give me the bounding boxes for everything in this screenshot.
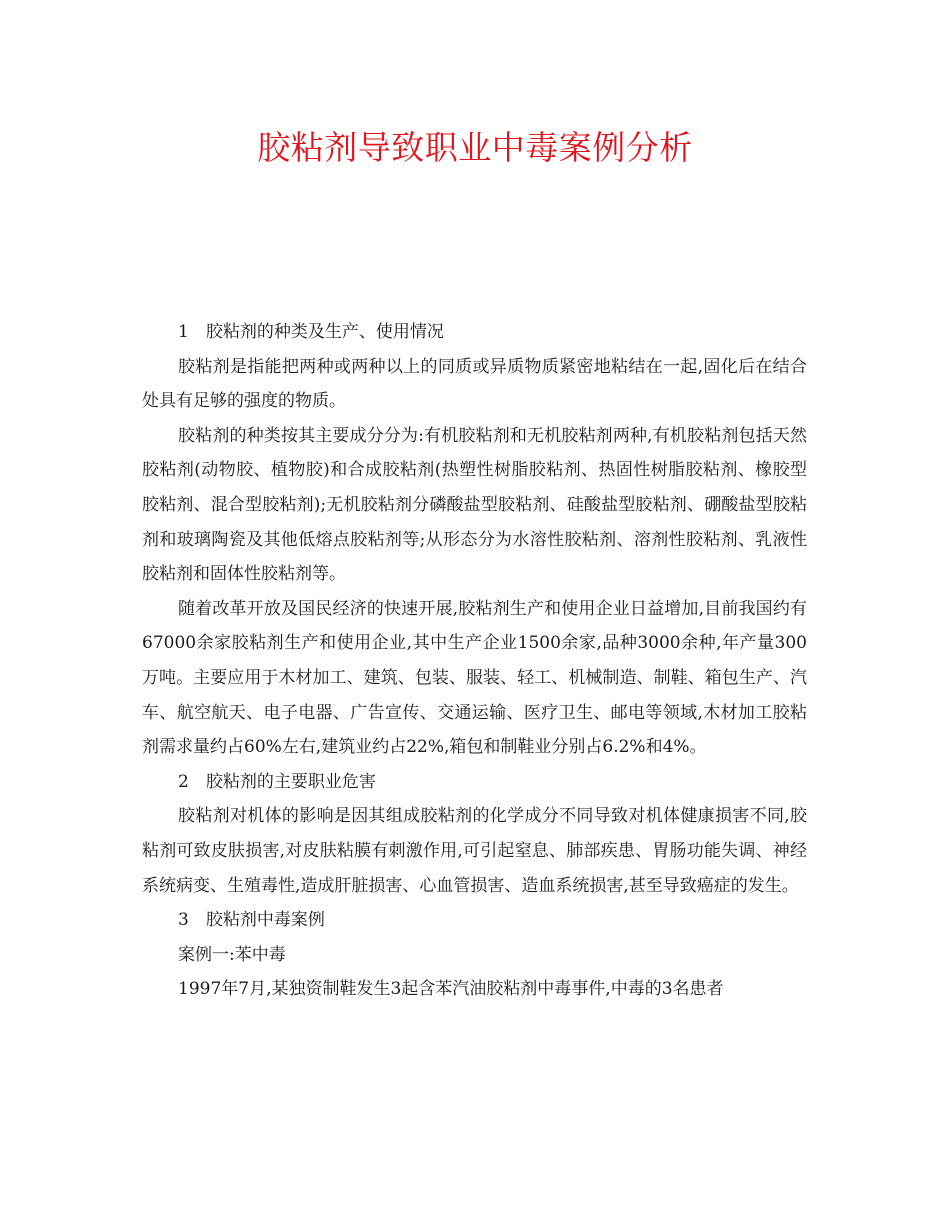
paragraph-definition: 胶粘剂是指能把两种或两种以上的同质或异质物质紧密地粘结在一起,固化后在结合处具有足够的强度的物质。: [142, 356, 807, 412]
section-heading-1: 1 胶粘剂的种类及生产、使用情况: [178, 322, 444, 342]
paragraph-industry: 随着改革开放及国民经济的快速开展,胶粘剂生产和使用企业日益增加,目前我国约有67000余家胶粘剂生产和使用企业,其中生产企业1500余家,品种3000余种,年产量300万吨。主要应用于木材加工、建筑、包装、服装、轻工、机械制造、制鞋、箱包生产、汽车、航空航天、电子电器、广告宣传、交通运输、医疗卫生、邮电等领域,木材加工胶粘剂需求量约占60%左右,建筑业约占22%,箱包和制鞋业分别占6.2%和4%。: [142, 598, 807, 758]
document-title: 胶粘剂导致职业中毒案例分析: [257, 128, 693, 167]
section-heading-2: 2 胶粘剂的主要职业危害: [178, 771, 376, 792]
document-body: [142, 315, 807, 1007]
paragraph-case-1: 1997年7月,某独资制鞋发生3起含苯汽油胶粘剂中毒事件,中毒的3名患者: [178, 979, 724, 1000]
case-heading-1: 案例一:苯中毒: [178, 944, 286, 965]
paragraph-types: 胶粘剂的种类按其主要成分分为:有机胶粘剂和无机胶粘剂两种,有机胶粘剂包括天然胶粘剂(动物胶、植物胶)和合成胶粘剂(热塑性树脂胶粘剂、热固性树脂胶粘剂、橡胶型胶粘剂、混合型胶粘剂);无机胶粘剂分磷酸盐型胶粘剂、硅酸盐型胶粘剂、硼酸盐型胶粘剂和玻璃陶瓷及其他低熔点胶粘剂等;从形态分为水溶性胶粘剂、溶剂性胶粘剂、乳液性胶粘剂和固体性胶粘剂等。: [142, 425, 807, 585]
section-heading-3: 3 胶粘剂中毒案例: [178, 910, 325, 931]
paragraph-hazards: 胶粘剂对机体的影响是因其组成胶粘剂的化学成分不同导致对机体健康损害不同,胶粘剂可致皮肤损害,对皮肤粘膜有刺激作用,可引起窒息、肺部疾患、胃肠功能失调、神经系统病变、生殖毒性,造成肝脏损害、心血管损害、造血系统损害,甚至导致癌症的发生。: [142, 806, 807, 896]
